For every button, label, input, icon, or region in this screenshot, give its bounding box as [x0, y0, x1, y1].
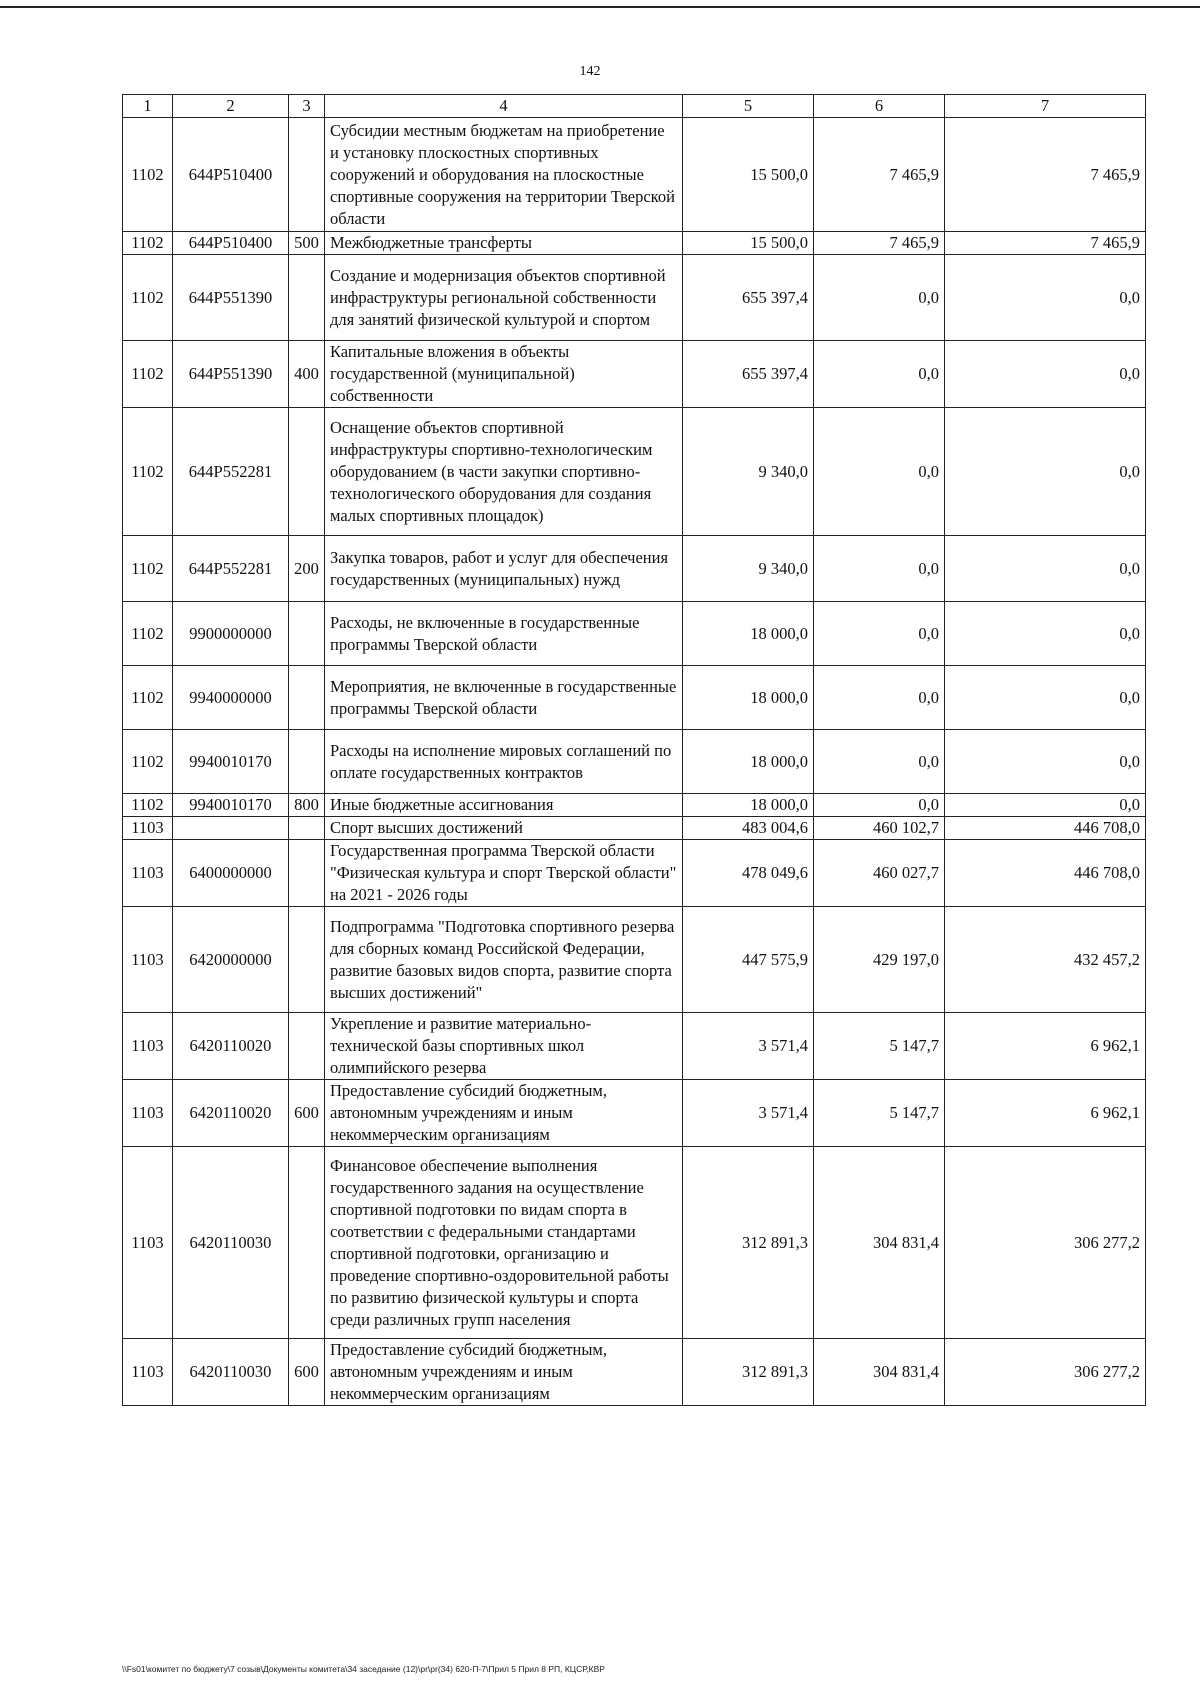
- amount-col6-cell: 304 831,4: [814, 1339, 945, 1406]
- target-code-cell: [173, 817, 289, 840]
- target-code-cell: 9940000000: [173, 666, 289, 730]
- table-row: [123, 1013, 1146, 1080]
- amount-col5-cell: 18 000,0: [683, 730, 814, 794]
- amount-col5-cell: 18 000,0: [683, 666, 814, 730]
- section-code-cell: 1102: [123, 730, 173, 794]
- target-code-cell: 6420110030: [173, 1147, 289, 1339]
- description-cell: Расходы, не включенные в государственные программы Тверской области: [325, 602, 683, 666]
- amount-col7-cell: 7 465,9: [945, 232, 1146, 255]
- header-col-2: 2: [173, 95, 289, 118]
- expense-type-cell: [289, 408, 325, 536]
- amount-col5-cell: 18 000,0: [683, 602, 814, 666]
- header-col-4: 4: [325, 95, 683, 118]
- expense-type-cell: [289, 602, 325, 666]
- amount-col5-cell: 655 397,4: [683, 341, 814, 408]
- target-code-cell: 644P552281: [173, 408, 289, 536]
- table-row: [123, 794, 1146, 817]
- amount-col6-cell: 0,0: [814, 341, 945, 408]
- target-code-cell: 6420110030: [173, 1339, 289, 1406]
- table-row: [123, 536, 1146, 602]
- table-row: [123, 341, 1146, 408]
- amount-col6-cell: 460 027,7: [814, 840, 945, 907]
- amount-col6-cell: 460 102,7: [814, 817, 945, 840]
- top-rule: [0, 6, 1200, 8]
- expense-type-cell: 500: [289, 232, 325, 255]
- header-col-7: 7: [945, 95, 1146, 118]
- description-cell: Иные бюджетные ассигнования: [325, 794, 683, 817]
- target-code-cell: 644P552281: [173, 536, 289, 602]
- description-cell: Межбюджетные трансферты: [325, 232, 683, 255]
- amount-col7-cell: 0,0: [945, 536, 1146, 602]
- target-code-cell: 9900000000: [173, 602, 289, 666]
- amount-col5-cell: 18 000,0: [683, 794, 814, 817]
- table-row: [123, 817, 1146, 840]
- header-col-3: 3: [289, 95, 325, 118]
- section-code-cell: 1102: [123, 118, 173, 232]
- table-row: [123, 840, 1146, 907]
- amount-col7-cell: 446 708,0: [945, 817, 1146, 840]
- amount-col5-cell: 15 500,0: [683, 118, 814, 232]
- table-row: [123, 1339, 1146, 1406]
- amount-col7-cell: 306 277,2: [945, 1147, 1146, 1339]
- amount-col7-cell: 0,0: [945, 730, 1146, 794]
- expense-type-cell: 600: [289, 1339, 325, 1406]
- table-row: [123, 907, 1146, 1013]
- description-cell: Субсидии местным бюджетам на приобретение и установку плоскостных спортивных сооружений и оборудования на плоскостные спортивные сооружения на территории Тверской области: [325, 118, 683, 232]
- target-code-cell: 9940010170: [173, 730, 289, 794]
- amount-col7-cell: 0,0: [945, 408, 1146, 536]
- expense-type-cell: [289, 666, 325, 730]
- description-cell: Предоставление субсидий бюджетным, автономным учреждениям и иным некоммерческим организациям: [325, 1339, 683, 1406]
- amount-col6-cell: 0,0: [814, 408, 945, 536]
- target-code-cell: 644P510400: [173, 232, 289, 255]
- description-cell: Финансовое обеспечение выполнения государственного задания на осуществление спортивной подготовки по видам спорта в соответствии с федеральными стандартами спортивной подготовки, организацию и проведение спортивно-оздоровительной работы по развитию физической культуры и спорта среди различных групп населения: [325, 1147, 683, 1339]
- amount-col6-cell: 0,0: [814, 666, 945, 730]
- amount-col6-cell: 5 147,7: [814, 1013, 945, 1080]
- description-cell: Подпрограмма "Подготовка спортивного резерва для сборных команд Российской Федерации, развитие базовых видов спорта, развитие спорта высших достижений": [325, 907, 683, 1013]
- amount-col7-cell: 0,0: [945, 255, 1146, 341]
- expense-type-cell: 400: [289, 341, 325, 408]
- description-cell: Капитальные вложения в объекты государственной (муниципальной) собственности: [325, 341, 683, 408]
- section-code-cell: 1103: [123, 1339, 173, 1406]
- expense-type-cell: [289, 1013, 325, 1080]
- amount-col7-cell: 0,0: [945, 794, 1146, 817]
- table-header-row: [123, 95, 1146, 118]
- amount-col5-cell: 312 891,3: [683, 1147, 814, 1339]
- amount-col7-cell: 0,0: [945, 602, 1146, 666]
- header-col-5: 5: [683, 95, 814, 118]
- table-row: [123, 408, 1146, 536]
- target-code-cell: 644P510400: [173, 118, 289, 232]
- amount-col6-cell: 0,0: [814, 602, 945, 666]
- amount-col6-cell: 7 465,9: [814, 118, 945, 232]
- amount-col7-cell: 446 708,0: [945, 840, 1146, 907]
- footer-file-path: \\Fs01\комитет по бюджету\7 созыв\Документы комитета\34 заседание (12)\pr\pr(34) 620-П-7\Прил 5 Прил 8 РП, КЦСР,КВР: [122, 1664, 605, 1674]
- table-row: [123, 730, 1146, 794]
- description-cell: Мероприятия, не включенные в государственные программы Тверской области: [325, 666, 683, 730]
- header-col-6: 6: [814, 95, 945, 118]
- amount-col5-cell: 9 340,0: [683, 536, 814, 602]
- table-row: [123, 602, 1146, 666]
- expense-type-cell: [289, 1147, 325, 1339]
- header-col-1: 1: [123, 95, 173, 118]
- budget-table: [122, 94, 1146, 1406]
- section-code-cell: 1102: [123, 232, 173, 255]
- amount-col7-cell: 6 962,1: [945, 1013, 1146, 1080]
- amount-col5-cell: 483 004,6: [683, 817, 814, 840]
- expense-type-cell: [289, 817, 325, 840]
- section-code-cell: 1103: [123, 840, 173, 907]
- section-code-cell: 1103: [123, 1147, 173, 1339]
- amount-col6-cell: 5 147,7: [814, 1080, 945, 1147]
- amount-col6-cell: 0,0: [814, 536, 945, 602]
- expense-type-cell: 800: [289, 794, 325, 817]
- expense-type-cell: [289, 907, 325, 1013]
- target-code-cell: 6420110020: [173, 1013, 289, 1080]
- target-code-cell: 6400000000: [173, 840, 289, 907]
- amount-col6-cell: 7 465,9: [814, 232, 945, 255]
- amount-col7-cell: 432 457,2: [945, 907, 1146, 1013]
- amount-col6-cell: 0,0: [814, 794, 945, 817]
- section-code-cell: 1102: [123, 341, 173, 408]
- amount-col6-cell: 429 197,0: [814, 907, 945, 1013]
- target-code-cell: 9940010170: [173, 794, 289, 817]
- section-code-cell: 1103: [123, 1013, 173, 1080]
- section-code-cell: 1102: [123, 794, 173, 817]
- description-cell: Оснащение объектов спортивной инфраструктуры спортивно-технологическим оборудованием (в части закупки спортивно-технологического оборудования для создания малых спортивных площадок): [325, 408, 683, 536]
- amount-col5-cell: 655 397,4: [683, 255, 814, 341]
- table-body: [123, 118, 1146, 1406]
- amount-col5-cell: 9 340,0: [683, 408, 814, 536]
- target-code-cell: 6420000000: [173, 907, 289, 1013]
- page-number: 142: [579, 64, 601, 79]
- description-cell: Спорт высших достижений: [325, 817, 683, 840]
- section-code-cell: 1102: [123, 408, 173, 536]
- section-code-cell: 1102: [123, 666, 173, 730]
- target-code-cell: 644P551390: [173, 255, 289, 341]
- amount-col6-cell: 304 831,4: [814, 1147, 945, 1339]
- target-code-cell: 6420110020: [173, 1080, 289, 1147]
- expense-type-cell: 600: [289, 1080, 325, 1147]
- section-code-cell: 1103: [123, 817, 173, 840]
- description-cell: Государственная программа Тверской области "Физическая культура и спорт Тверской области" на 2021 - 2026 годы: [325, 840, 683, 907]
- amount-col5-cell: 447 575,9: [683, 907, 814, 1013]
- amount-col7-cell: 306 277,2: [945, 1339, 1146, 1406]
- table-row: [123, 255, 1146, 341]
- table-row: [123, 666, 1146, 730]
- description-cell: Предоставление субсидий бюджетным, автономным учреждениям и иным некоммерческим организациям: [325, 1080, 683, 1147]
- section-code-cell: 1102: [123, 536, 173, 602]
- expense-type-cell: [289, 730, 325, 794]
- table-row: [123, 232, 1146, 255]
- table-row: [123, 1147, 1146, 1339]
- amount-col7-cell: 0,0: [945, 341, 1146, 408]
- amount-col5-cell: 15 500,0: [683, 232, 814, 255]
- amount-col6-cell: 0,0: [814, 730, 945, 794]
- description-cell: Закупка товаров, работ и услуг для обеспечения государственных (муниципальных) нужд: [325, 536, 683, 602]
- table-row: [123, 118, 1146, 232]
- description-cell: Укрепление и развитие материально-технической базы спортивных школ олимпийского резерва: [325, 1013, 683, 1080]
- amount-col5-cell: 3 571,4: [683, 1080, 814, 1147]
- amount-col5-cell: 312 891,3: [683, 1339, 814, 1406]
- section-code-cell: 1102: [123, 602, 173, 666]
- section-code-cell: 1103: [123, 1080, 173, 1147]
- amount-col5-cell: 3 571,4: [683, 1013, 814, 1080]
- description-cell: Создание и модернизация объектов спортивной инфраструктуры региональной собственности для занятий физической культурой и спортом: [325, 255, 683, 341]
- section-code-cell: 1102: [123, 255, 173, 341]
- expense-type-cell: [289, 840, 325, 907]
- target-code-cell: 644P551390: [173, 341, 289, 408]
- amount-col6-cell: 0,0: [814, 255, 945, 341]
- amount-col7-cell: 6 962,1: [945, 1080, 1146, 1147]
- expense-type-cell: [289, 255, 325, 341]
- amount-col7-cell: 0,0: [945, 666, 1146, 730]
- table-row: [123, 1080, 1146, 1147]
- section-code-cell: 1103: [123, 907, 173, 1013]
- amount-col7-cell: 7 465,9: [945, 118, 1146, 232]
- amount-col5-cell: 478 049,6: [683, 840, 814, 907]
- expense-type-cell: [289, 118, 325, 232]
- description-cell: Расходы на исполнение мировых соглашений по оплате государственных контрактов: [325, 730, 683, 794]
- expense-type-cell: 200: [289, 536, 325, 602]
